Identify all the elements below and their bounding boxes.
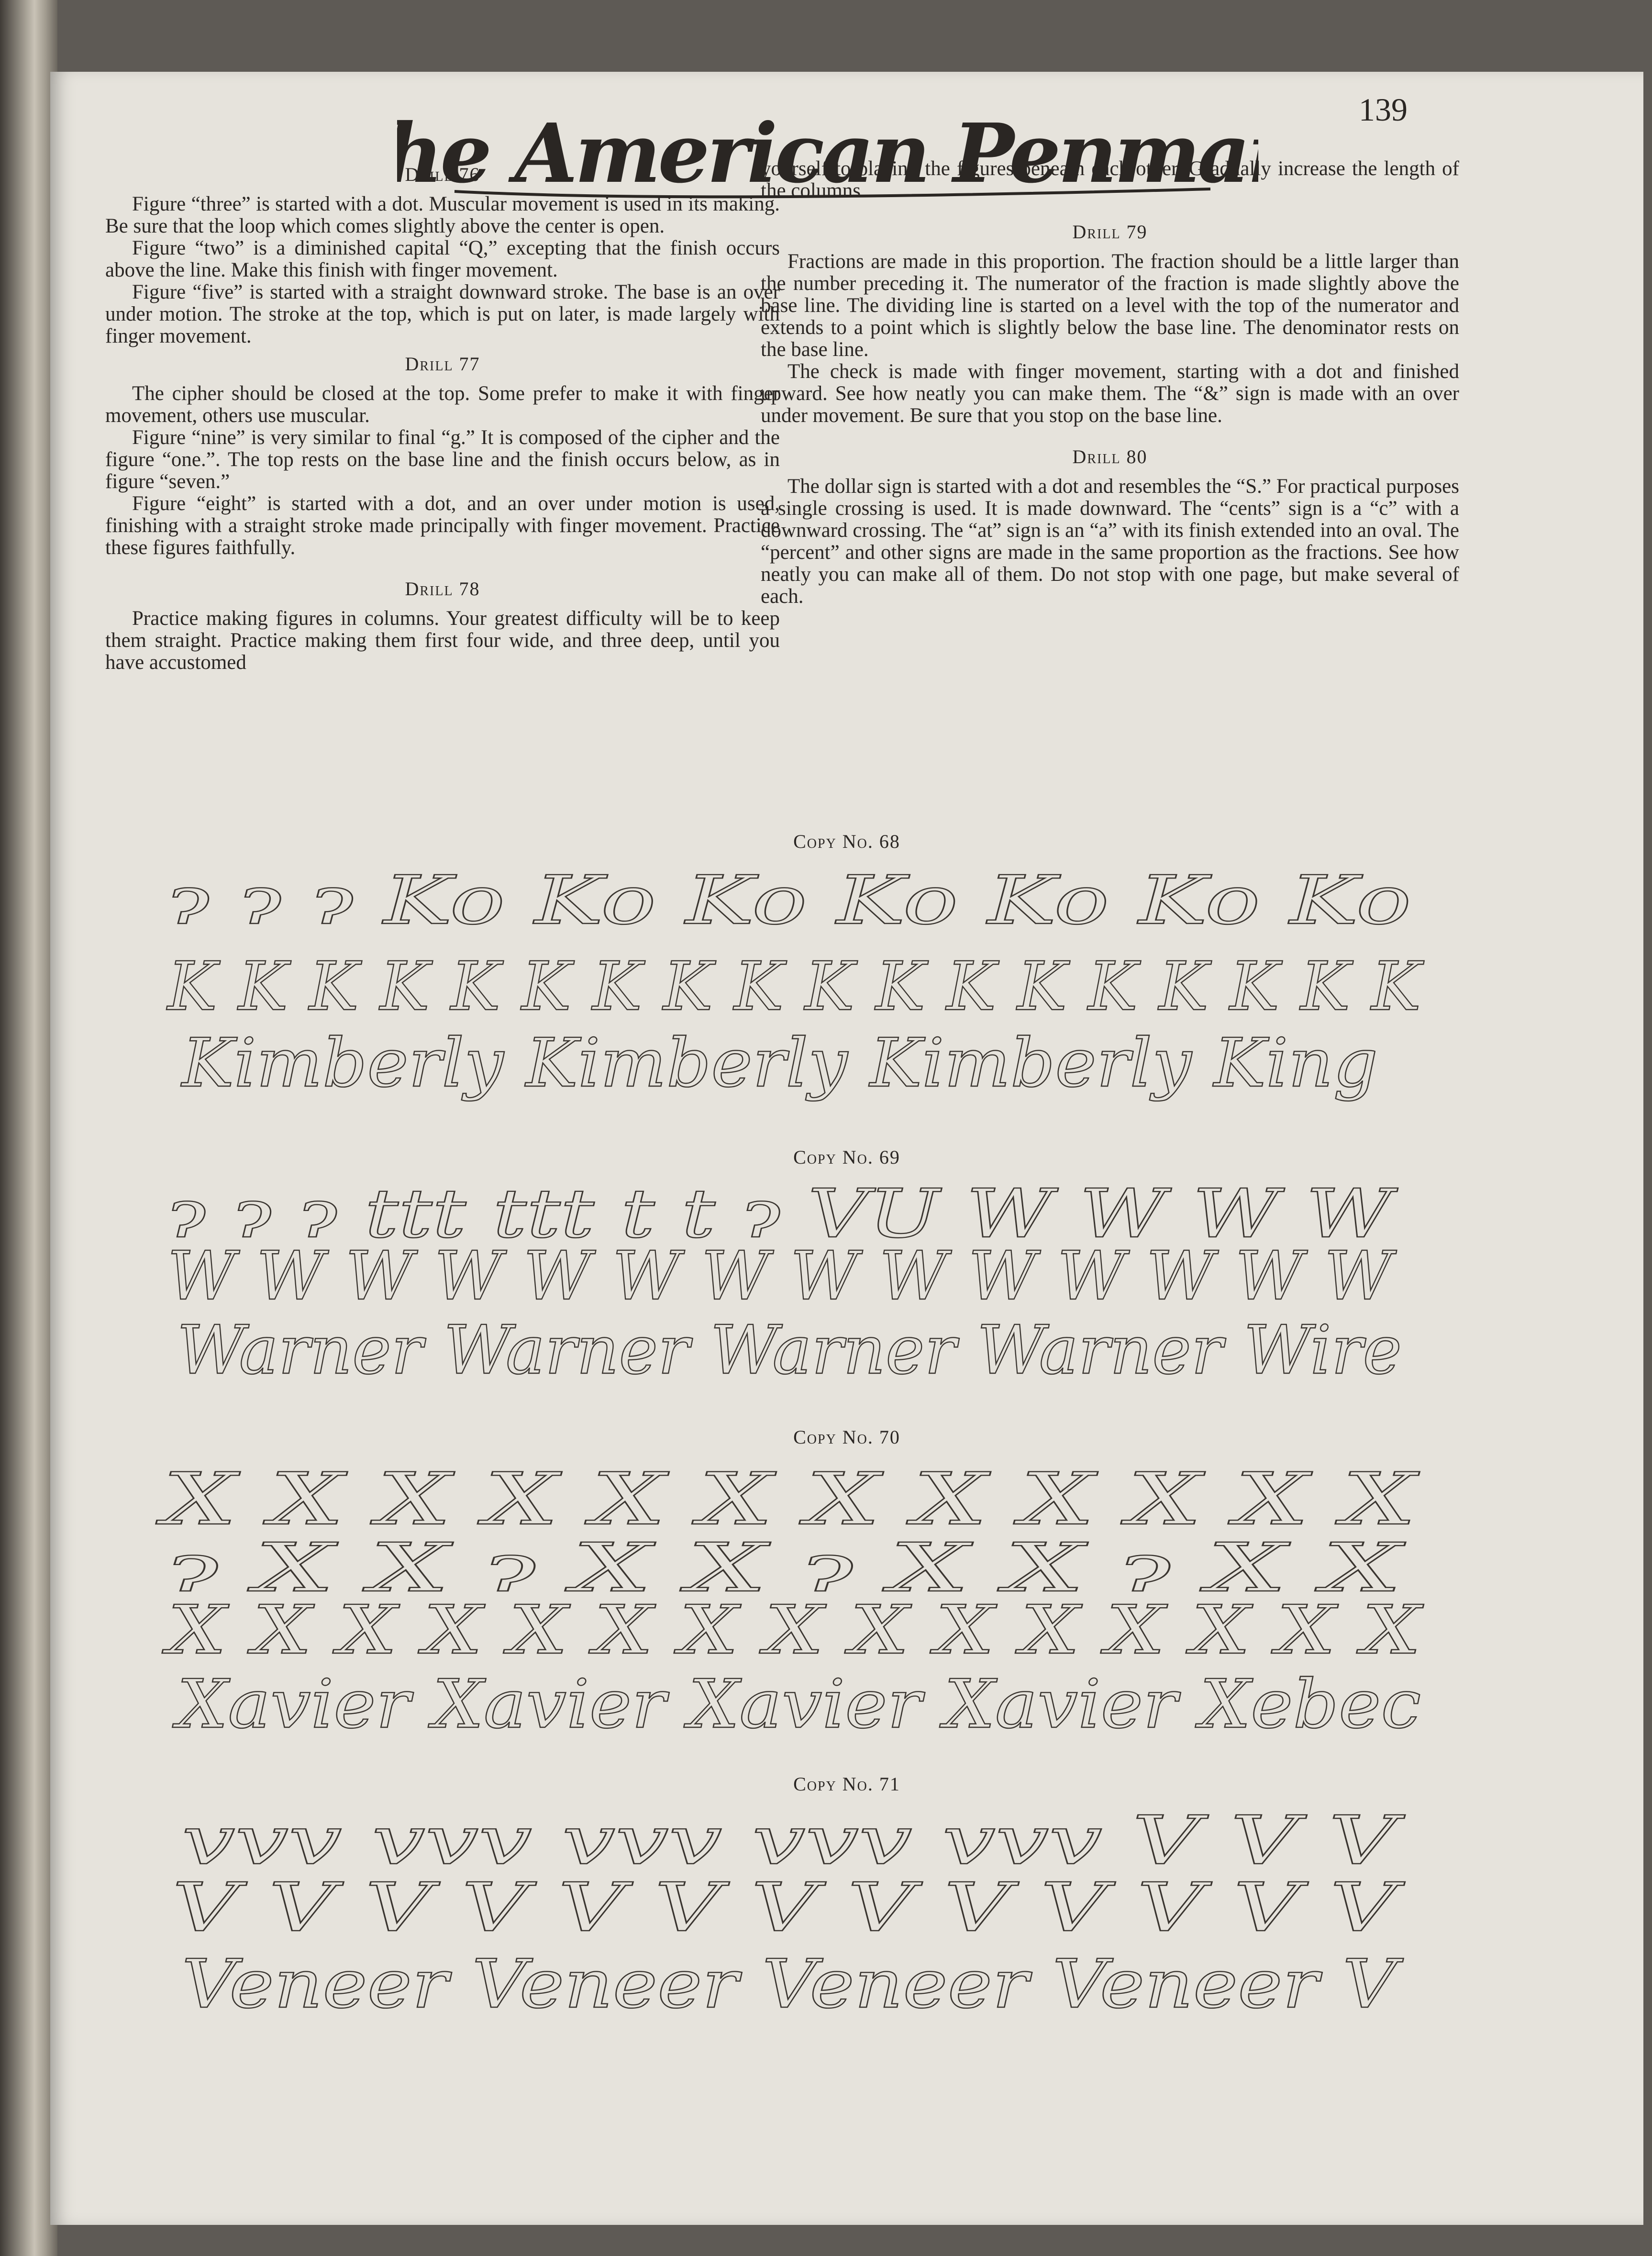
copy-71-line-2-text: V V V V V V V V V V V V V	[172, 1876, 1406, 1947]
copy-69-line-2-text: W W W W W W W W W W W W W W	[167, 1244, 1397, 1315]
copy-68-line-1	[153, 866, 1445, 938]
copy-68-line-1-text: ɂ ɂ ɂ Ko Ko Ko Ko Ko Ko Ko	[167, 866, 1411, 938]
copy-71-line-1-text: vvv vvv vvv vvv vvv V V V	[182, 1809, 1406, 1880]
right-column	[761, 158, 1459, 608]
copy-69-line-2	[153, 1244, 1445, 1316]
drill-78-para-1: Practice making figures in columns. Your greatest difficulty will be to keep them straight. Practice making them first four wide, and three deep, until you have accustomed	[105, 607, 780, 674]
drill-76-para-3: Figure “five” is started with a straight downward stroke. The base is an over under motion. The stroke at the top, which is put on later, is made largely with finger movement.	[105, 281, 780, 347]
copy-68-heading: Copy No. 68	[793, 831, 900, 852]
drill-77-para-3: Figure “eight” is started with a dot, and an over under motion is used, finishing with a straight stroke made principally with finger movement. Practice these figures faithfully.	[105, 492, 780, 559]
copy-70-line-3-text: X X X X X X X X X X X X X X X	[161, 1598, 1424, 1669]
drill-80-para-1: The dollar sign is started with a dot and resembles the “S.” For practical purposes a single crossing is used. It is made downward. The “cents” sign is a “c” with a downward crossing. The “at” sign is an “a” with its finish extended into an oval. The “percent” and other signs are made in the same proportion as the fractions. See how neatly you can make all of them. Do not stop with one page, but make several of each.	[761, 475, 1459, 608]
drill-78-continuation: yourself to placing the figures beneath each other. Gradually increase the length of the columns.	[761, 157, 1459, 202]
copy-69-line-3-text: Warner Warner Warner Warner Wire	[177, 1321, 1402, 1389]
copy-71-line-1	[153, 1809, 1445, 1880]
copy-70-line-1	[153, 1464, 1445, 1541]
copy-71-line-3-text: Veneer Veneer Veneer Veneer V	[182, 1952, 1404, 2023]
copy-70-line-3	[153, 1598, 1445, 1670]
drill-77-heading: Drill 77	[405, 353, 480, 375]
copy-69-line-3	[153, 1321, 1445, 1392]
copy-70-heading: Copy No. 70	[793, 1426, 900, 1448]
copy-70-line-1-text: X X X X X X X X X X X X	[155, 1464, 1420, 1541]
copy-70-line-4-text: Xavier Xavier Xavier Xavier Xebec	[172, 1670, 1421, 1744]
drill-77-para-2: Figure “nine” is very similar to final “g.” It is composed of the cipher and the figure “one.”. The top rests on the base line and the finish occurs below, as in figure “seven.”	[105, 426, 780, 493]
copy-71-line-3	[153, 1952, 1445, 2029]
copy-70-line-4	[153, 1670, 1445, 1746]
drill-79-para-2: The check is made with finger movement, starting with a dot and finished upward. See how neatly you can make them. The “&” sign is made with an over under movement. Be sure that you stop on the base line.	[761, 360, 1459, 427]
drill-76-heading: Drill 76	[405, 164, 480, 185]
copy-70-line-2-text: ɂ X X ɂ X X ɂ X X ɂ X X	[167, 1536, 1406, 1607]
drill-76-para-2: Figure “two” is a diminished capital “Q,” excepting that the finish occurs above the line. Make this finish with finger movement.	[105, 237, 780, 281]
copy-68-line-2-text: K K K K K K K K K K K K K K K K K K	[166, 952, 1425, 1024]
drill-77-para-1: The cipher should be closed at the top. Some prefer to make it with finger movement, others use muscular.	[105, 382, 780, 427]
copy-68-line-3-text: Kimberly Kimberly Kimberly King	[180, 1034, 1378, 1102]
copy-71-heading: Copy No. 71	[793, 1773, 900, 1795]
masthead-title: e American Penma	[440, 106, 1248, 201]
book-binding	[0, 0, 57, 2256]
drill-80-heading: Drill 80	[1072, 446, 1148, 467]
copy-69-line-1	[153, 1182, 1445, 1254]
drill-78-heading: Drill 78	[405, 578, 480, 600]
drill-79-heading: Drill 79	[1072, 221, 1148, 243]
copy-68-line-3	[153, 1034, 1445, 1105]
copy-71-line-2	[153, 1876, 1445, 1947]
copy-69-heading: Copy No. 69	[793, 1146, 900, 1168]
drill-79-para-1: Fractions are made in this proportion. The fraction should be a little larger than the number preceding it. The numerator of the fraction is made slightly above the base line. The dividing line is started on a level with the top of the numerator and extends to a point which is slightly below the base line. The denominator rests on the base line.	[761, 250, 1459, 361]
copy-69-line-1-text: ɂ ɂ ɂ ttt ttt t t ɂ VU W W W W	[167, 1182, 1398, 1253]
drill-76-para-1: Figure “three” is started with a dot. Muscular movement is used in its making. Be sure that the loop which comes slightly above the center is open.	[105, 193, 780, 237]
left-column	[105, 158, 780, 674]
copy-68-line-2	[153, 952, 1445, 1024]
copy-70-line-2	[153, 1536, 1445, 1608]
page-number: 139	[1359, 91, 1408, 128]
